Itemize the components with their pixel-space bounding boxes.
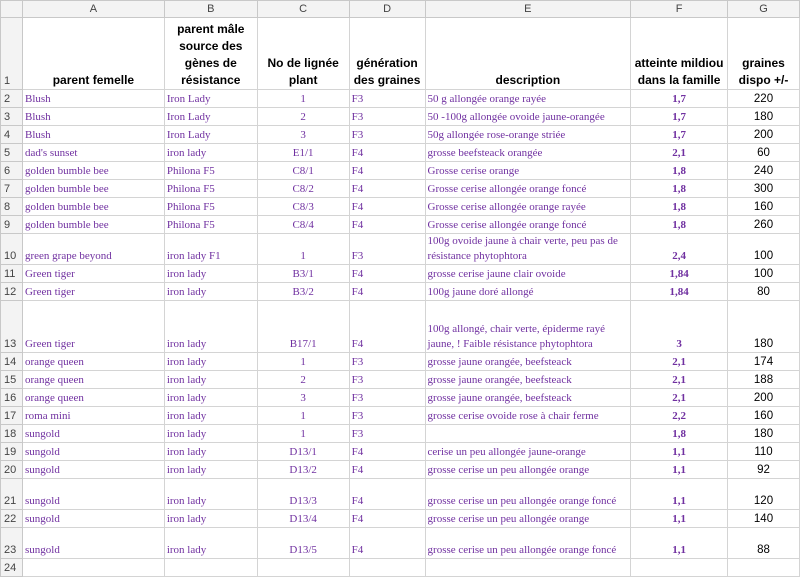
generation-cell[interactable]: F3: [349, 371, 425, 389]
mildiou-cell[interactable]: 1,84: [631, 265, 728, 283]
description-cell[interactable]: 50g allongée rose-orange striée: [425, 126, 631, 144]
select-all-corner[interactable]: [1, 1, 23, 18]
header-row: [1, 18, 800, 90]
lignee-cell[interactable]: [257, 559, 349, 577]
lignee-cell[interactable]: D13/3: [257, 479, 349, 510]
generation-cell[interactable]: F4: [349, 301, 425, 353]
graines-cell[interactable]: 110: [728, 443, 800, 461]
parent-femelle-cell[interactable]: sungold: [22, 479, 164, 510]
generation-cell[interactable]: F3: [349, 389, 425, 407]
graines-cell[interactable]: 60: [728, 144, 800, 162]
parent-femelle-cell[interactable]: sungold: [22, 528, 164, 559]
mildiou-cell[interactable]: 2,1: [631, 144, 728, 162]
parent-male-cell[interactable]: iron lady: [164, 301, 257, 353]
lignee-cell[interactable]: C8/1: [257, 162, 349, 180]
table-row: [1, 90, 800, 108]
lignee-cell[interactable]: D13/5: [257, 528, 349, 559]
lignee-cell[interactable]: 3: [257, 389, 349, 407]
mildiou-cell[interactable]: 1,7: [631, 126, 728, 144]
lignee-cell[interactable]: 2: [257, 108, 349, 126]
table-row: [1, 425, 800, 443]
graines-cell[interactable]: 140: [728, 510, 800, 528]
graines-cell[interactable]: 200: [728, 126, 800, 144]
generation-cell[interactable]: F3: [349, 353, 425, 371]
parent-male-cell[interactable]: Iron Lady: [164, 90, 257, 108]
parent-femelle-cell[interactable]: roma mini: [22, 407, 164, 425]
mildiou-cell[interactable]: 1,8: [631, 425, 728, 443]
row-header[interactable]: 22: [1, 510, 23, 528]
generation-cell[interactable]: F4: [349, 528, 425, 559]
generation-cell[interactable]: F4: [349, 443, 425, 461]
parent-male-cell[interactable]: Philona F5: [164, 198, 257, 216]
description-cell[interactable]: grosse jaune orangée, beefsteack: [425, 371, 631, 389]
parent-femelle-cell[interactable]: orange queen: [22, 389, 164, 407]
row-header[interactable]: 8: [1, 198, 23, 216]
row-header[interactable]: 14: [1, 353, 23, 371]
parent-male-cell[interactable]: [164, 559, 257, 577]
table-row: [1, 234, 800, 265]
table-row: [1, 216, 800, 234]
generation-cell[interactable]: F4: [349, 265, 425, 283]
mildiou-cell[interactable]: 1,8: [631, 198, 728, 216]
parent-femelle-cell[interactable]: Green tiger: [22, 283, 164, 301]
parent-male-cell[interactable]: iron lady: [164, 371, 257, 389]
lignee-cell[interactable]: 2: [257, 371, 349, 389]
row-header[interactable]: 21: [1, 479, 23, 510]
table-row: [1, 283, 800, 301]
table-row: [1, 301, 800, 353]
row-header[interactable]: 18: [1, 425, 23, 443]
description-cell[interactable]: grosse beefsteack orangée: [425, 144, 631, 162]
mildiou-cell[interactable]: 1,7: [631, 90, 728, 108]
table-row: [1, 479, 800, 510]
row-header[interactable]: 6: [1, 162, 23, 180]
mildiou-cell[interactable]: 1,8: [631, 216, 728, 234]
parent-male-cell[interactable]: Iron Lady: [164, 126, 257, 144]
description-cell[interactable]: 100g ovoide jaune à chair verte, peu pas de résistance phytophtora: [425, 234, 631, 265]
lignee-cell[interactable]: 3: [257, 126, 349, 144]
generation-cell[interactable]: [349, 559, 425, 577]
generation-cell[interactable]: F3: [349, 407, 425, 425]
description-cell[interactable]: grosse cerise un peu allongée orange foncé: [425, 528, 631, 559]
description-cell[interactable]: cerise un peu allongée jaune-orange: [425, 443, 631, 461]
graines-cell[interactable]: [728, 559, 800, 577]
row-header[interactable]: 20: [1, 461, 23, 479]
lignee-cell[interactable]: C8/4: [257, 216, 349, 234]
row-header[interactable]: 11: [1, 265, 23, 283]
parent-male-cell[interactable]: iron lady: [164, 528, 257, 559]
parent-femelle-cell[interactable]: golden bumble bee: [22, 216, 164, 234]
column-header-row: [1, 1, 800, 18]
mildiou-cell[interactable]: 1,1: [631, 528, 728, 559]
generation-cell[interactable]: F4: [349, 198, 425, 216]
parent-femelle-cell[interactable]: Blush: [22, 108, 164, 126]
row-header[interactable]: 17: [1, 407, 23, 425]
generation-cell[interactable]: F4: [349, 479, 425, 510]
table-row: [1, 126, 800, 144]
parent-femelle-cell[interactable]: orange queen: [22, 353, 164, 371]
column-header-a[interactable]: A: [22, 1, 164, 18]
parent-femelle-cell[interactable]: sungold: [22, 425, 164, 443]
parent-male-cell[interactable]: Philona F5: [164, 180, 257, 198]
parent-male-cell[interactable]: iron lady: [164, 510, 257, 528]
graines-cell[interactable]: 88: [728, 528, 800, 559]
row-header-1[interactable]: 1: [1, 18, 23, 90]
lignee-cell[interactable]: B3/1: [257, 265, 349, 283]
parent-male-cell[interactable]: Iron Lady: [164, 108, 257, 126]
graines-cell[interactable]: 120: [728, 479, 800, 510]
generation-cell[interactable]: F4: [349, 461, 425, 479]
column-header-d[interactable]: D: [349, 1, 425, 18]
graines-cell[interactable]: 180: [728, 425, 800, 443]
parent-male-cell[interactable]: iron lady: [164, 144, 257, 162]
row-header[interactable]: 9: [1, 216, 23, 234]
table-row: [1, 180, 800, 198]
generation-cell[interactable]: F3: [349, 108, 425, 126]
table-row: [1, 353, 800, 371]
column-header-e[interactable]: E: [425, 1, 631, 18]
table-row: [1, 528, 800, 559]
generation-cell[interactable]: F4: [349, 162, 425, 180]
row-header[interactable]: 10: [1, 234, 23, 265]
lignee-cell[interactable]: 1: [257, 353, 349, 371]
graines-cell[interactable]: 160: [728, 407, 800, 425]
graines-cell[interactable]: 188: [728, 371, 800, 389]
parent-male-cell[interactable]: iron lady: [164, 479, 257, 510]
generation-cell[interactable]: F3: [349, 425, 425, 443]
description-cell[interactable]: Grosse cerise allongée orange rayée: [425, 198, 631, 216]
generation-cell[interactable]: F4: [349, 510, 425, 528]
mildiou-cell[interactable]: 1,84: [631, 283, 728, 301]
description-cell[interactable]: 50 g allongée orange rayée: [425, 90, 631, 108]
parent-male-cell[interactable]: Philona F5: [164, 162, 257, 180]
table-row: [1, 461, 800, 479]
parent-femelle-cell[interactable]: golden bumble bee: [22, 198, 164, 216]
lignee-cell[interactable]: B17/1: [257, 301, 349, 353]
mildiou-cell[interactable]: 1,1: [631, 479, 728, 510]
table-row: [1, 144, 800, 162]
graines-cell[interactable]: 300: [728, 180, 800, 198]
mildiou-cell[interactable]: 2,2: [631, 407, 728, 425]
mildiou-cell[interactable]: 1,8: [631, 162, 728, 180]
row-header[interactable]: 19: [1, 443, 23, 461]
parent-femelle-cell[interactable]: Blush: [22, 126, 164, 144]
parent-male-cell[interactable]: iron lady: [164, 443, 257, 461]
lignee-cell[interactable]: C8/2: [257, 180, 349, 198]
table-row: [1, 265, 800, 283]
mildiou-cell[interactable]: 2,1: [631, 389, 728, 407]
table-row: [1, 559, 800, 577]
table-row: [1, 162, 800, 180]
header-lignee[interactable]: No de lignée plant: [257, 18, 349, 90]
description-cell[interactable]: [425, 425, 631, 443]
parent-male-cell[interactable]: iron lady: [164, 353, 257, 371]
lignee-cell[interactable]: 1: [257, 407, 349, 425]
column-header-f[interactable]: F: [631, 1, 728, 18]
parent-femelle-cell[interactable]: green grape beyond: [22, 234, 164, 265]
mildiou-cell[interactable]: 1,7: [631, 108, 728, 126]
parent-male-cell[interactable]: iron lady: [164, 389, 257, 407]
table-row: [1, 407, 800, 425]
parent-male-cell[interactable]: iron lady: [164, 265, 257, 283]
row-header[interactable]: 15: [1, 371, 23, 389]
parent-femelle-cell[interactable]: dad's sunset: [22, 144, 164, 162]
graines-cell[interactable]: 92: [728, 461, 800, 479]
generation-cell[interactable]: F3: [349, 90, 425, 108]
row-header[interactable]: 7: [1, 180, 23, 198]
lignee-cell[interactable]: D13/4: [257, 510, 349, 528]
graines-cell[interactable]: 180: [728, 108, 800, 126]
description-cell[interactable]: grosse jaune orangée, beefsteack: [425, 389, 631, 407]
generation-cell[interactable]: F3: [349, 234, 425, 265]
lignee-cell[interactable]: D13/1: [257, 443, 349, 461]
generation-cell[interactable]: F4: [349, 144, 425, 162]
parent-femelle-cell[interactable]: sungold: [22, 461, 164, 479]
table-row: [1, 443, 800, 461]
graines-cell[interactable]: 100: [728, 234, 800, 265]
description-cell[interactable]: grosse cerise jaune clair ovoide: [425, 265, 631, 283]
column-header-g[interactable]: G: [728, 1, 800, 18]
mildiou-cell[interactable]: 1,1: [631, 461, 728, 479]
parent-femelle-cell[interactable]: orange queen: [22, 371, 164, 389]
description-cell[interactable]: grosse cerise ovoide rose à chair ferme: [425, 407, 631, 425]
generation-cell[interactable]: F3: [349, 126, 425, 144]
column-header-c[interactable]: C: [257, 1, 349, 18]
row-header[interactable]: 13: [1, 301, 23, 353]
description-cell[interactable]: grosse jaune orangée, beefsteack: [425, 353, 631, 371]
mildiou-cell[interactable]: 2,1: [631, 353, 728, 371]
mildiou-cell[interactable]: 2,4: [631, 234, 728, 265]
description-cell[interactable]: Grosse cerise orange: [425, 162, 631, 180]
table-row: [1, 371, 800, 389]
graines-cell[interactable]: 260: [728, 216, 800, 234]
graines-cell[interactable]: 220: [728, 90, 800, 108]
lignee-cell[interactable]: D13/2: [257, 461, 349, 479]
parent-femelle-cell[interactable]: [22, 559, 164, 577]
parent-femelle-cell[interactable]: Blush: [22, 90, 164, 108]
header-generation[interactable]: génération des graines: [349, 18, 425, 90]
description-cell[interactable]: 100g jaune doré allongé: [425, 283, 631, 301]
header-parent-femelle[interactable]: parent femelle: [22, 18, 164, 90]
parent-male-cell[interactable]: iron lady F1: [164, 234, 257, 265]
description-cell[interactable]: grosse cerise un peu allongée orange foncé: [425, 479, 631, 510]
description-cell[interactable]: 100g allongé, chair verte, épiderme rayé jaune, ! Faible résistance phytophtora: [425, 301, 631, 353]
graines-cell[interactable]: 100: [728, 265, 800, 283]
header-graines-dispo[interactable]: graines dispo +/-: [728, 18, 800, 90]
graines-cell[interactable]: 240: [728, 162, 800, 180]
graines-cell[interactable]: 80: [728, 283, 800, 301]
generation-cell[interactable]: F4: [349, 180, 425, 198]
mildiou-cell[interactable]: 3: [631, 301, 728, 353]
parent-femelle-cell[interactable]: golden bumble bee: [22, 162, 164, 180]
row-header[interactable]: 5: [1, 144, 23, 162]
header-parent-male[interactable]: parent mâle source des gènes de résistance: [164, 18, 257, 90]
header-description[interactable]: description: [425, 18, 631, 90]
parent-femelle-cell[interactable]: golden bumble bee: [22, 180, 164, 198]
header-atteinte-mildiou[interactable]: atteinte mildiou dans la famille: [631, 18, 728, 90]
table-row: [1, 108, 800, 126]
table-row: [1, 198, 800, 216]
row-header[interactable]: 3: [1, 108, 23, 126]
mildiou-cell[interactable]: 1,1: [631, 510, 728, 528]
row-header[interactable]: 2: [1, 90, 23, 108]
graines-cell[interactable]: 160: [728, 198, 800, 216]
lignee-cell[interactable]: E1/1: [257, 144, 349, 162]
row-header[interactable]: 23: [1, 528, 23, 559]
generation-cell[interactable]: F4: [349, 283, 425, 301]
parent-femelle-cell[interactable]: sungold: [22, 510, 164, 528]
table-row: [1, 510, 800, 528]
parent-male-cell[interactable]: iron lady: [164, 461, 257, 479]
mildiou-cell[interactable]: 1,8: [631, 180, 728, 198]
graines-cell[interactable]: 180: [728, 301, 800, 353]
mildiou-cell[interactable]: 2,1: [631, 371, 728, 389]
mildiou-cell[interactable]: [631, 559, 728, 577]
graines-cell[interactable]: 174: [728, 353, 800, 371]
column-header-b[interactable]: B: [164, 1, 257, 18]
parent-femelle-cell[interactable]: Green tiger: [22, 301, 164, 353]
lignee-cell[interactable]: 1: [257, 425, 349, 443]
description-cell[interactable]: grosse cerise un peu allongée orange: [425, 510, 631, 528]
mildiou-cell[interactable]: 1,1: [631, 443, 728, 461]
graines-cell[interactable]: 200: [728, 389, 800, 407]
lignee-cell[interactable]: B3/2: [257, 283, 349, 301]
parent-male-cell[interactable]: iron lady: [164, 425, 257, 443]
parent-male-cell[interactable]: iron lady: [164, 407, 257, 425]
row-header[interactable]: 4: [1, 126, 23, 144]
lignee-cell[interactable]: 1: [257, 234, 349, 265]
generation-cell[interactable]: F4: [349, 216, 425, 234]
lignee-cell[interactable]: 1: [257, 90, 349, 108]
description-cell[interactable]: [425, 559, 631, 577]
parent-femelle-cell[interactable]: sungold: [22, 443, 164, 461]
description-cell[interactable]: Grosse cerise allongée orange foncé: [425, 216, 631, 234]
row-header[interactable]: 24: [1, 559, 23, 577]
row-header[interactable]: 16: [1, 389, 23, 407]
description-cell[interactable]: 50 -100g allongée ovoide jaune-orangée: [425, 108, 631, 126]
parent-male-cell[interactable]: iron lady: [164, 283, 257, 301]
description-cell[interactable]: Grosse cerise allongée orange foncé: [425, 180, 631, 198]
lignee-cell[interactable]: C8/3: [257, 198, 349, 216]
description-cell[interactable]: grosse cerise un peu allongée orange: [425, 461, 631, 479]
row-header[interactable]: 12: [1, 283, 23, 301]
parent-male-cell[interactable]: Philona F5: [164, 216, 257, 234]
table-row: [1, 389, 800, 407]
parent-femelle-cell[interactable]: Green tiger: [22, 265, 164, 283]
